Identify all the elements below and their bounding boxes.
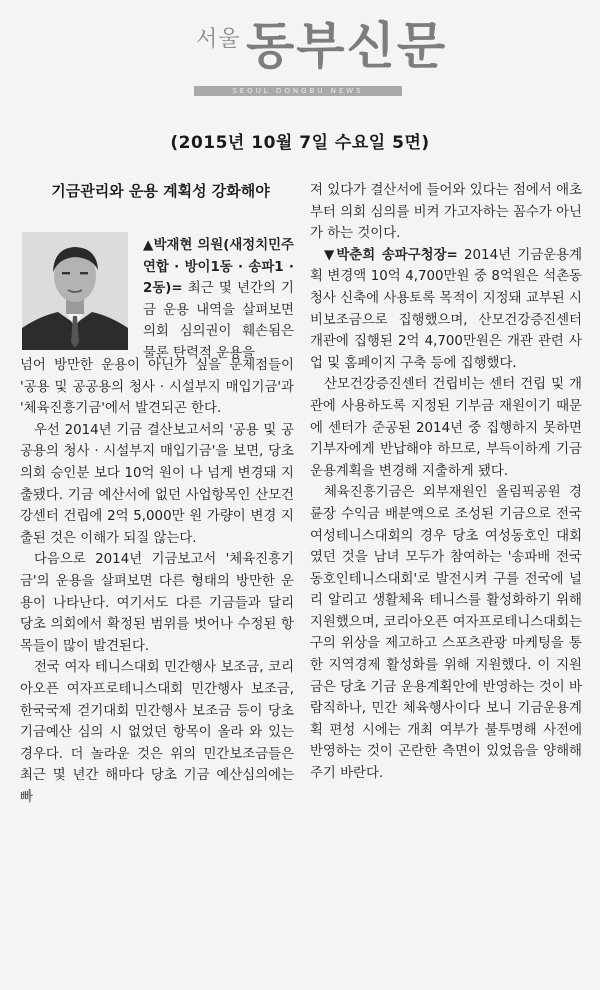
reply-paragraph [310,245,582,375]
article-headline: 기금관리와 운용 계획성 강화해야 [51,182,270,200]
right-column [310,180,582,785]
masthead-bar-text: SEOUL DONGBU NEWS [232,87,364,95]
reply-text: 2014년 기금운용계획 변경액 10억 4,700만원 중 8억원은 석촌동청사 신축에 사용토록 목적이 지정돼 교부된 시비보조금으로 집행했으며, 산모건강증진센터 개관에 집행된 2억 4,700만원은 개관 관련 사업 및 홈페이지 구축 등에 집행했다. [310,247,582,371]
right-paragraph-3: 체육진흥기금은 외부재원인 올림픽공원 경륜장 수익금 배분액으로 조성된 기금으로 전국여성테니스대회의 경우 당초 여성동호인 대회였던 것을 남녀 모두가 참여하는 '송파배 전국동호인테니스대회'로 발전시켜 구를 전국에 널리 알리고 생활체육 테니스를 활성화하기 위해 지원했으며, 코리아오픈 여자프로테니스대회는 구의 위상을 제고하고 스포츠관광 마케팅을 통한 지역경제 활성화를 위해 지원했다. 이 지원금은 당초 기금 운용계획안에 반영하는 것이 바람직하나, 민간 체육행사이다 보니 기금운용계획 편성 시에는 개최 여부가 불투명해 사전에 반영하는 것이 곤란한 측면이 있었음을 양해해 주기 바란다. [310,485,582,782]
lead-paragraph [143,235,294,365]
left-paragraph-3: 다음으로 2014년 기금보고서 '체육진흥기금'의 운용을 살펴보면 다른 형태의 방만한 운용이 나타난다. 여기서도 다른 기금들과 달리 당초 의회에서 확정된 범위를 벗어나 수정된 항목들이 많이 발견된다. [20,552,294,654]
left-paragraph-4: 전국 여자 테니스대회 민간행사 보조금, 코리아오픈 여자프로테니스대회 민간행사 보조금, 한국국제 걷기대회 민간행사 보조금 등이 당초 기금예산 심의 시 없었던 항목이 올라 와 있는 경우다. 더 놀라운 것은 위의 민간보조금들은 최근 몇 년간 해마다 당초 기금 예산심의에는 빠 [20,660,294,805]
masthead [0,0,600,110]
masthead-bar [194,86,402,96]
portrait-photo [22,232,128,350]
masthead-title: 동부신문 [246,17,448,75]
masthead-seoul: 서울 [196,27,241,52]
lead-text: 최근 몇 년간의 기금 운용 내역을 살펴보면 의회 심의권이 훼손됨은 물론 탄력적 운용을 [143,281,294,361]
dateline: (2015년 10월 7일 수요일 5면) [170,133,430,153]
mayor-name: ▼박춘희 송파구청장= [324,247,458,263]
right-paragraph-1: 져 있다가 결산서에 들어와 있다는 점에서 애초부터 의회 심의를 비켜 가고자하는 꼼수가 아닌가 하는 것이다. [310,183,582,242]
right-paragraph-2: 산모건강증진센터 건립비는 센터 건립 및 개관에 사용하도록 지정된 기부금 재원이기 때문에 센터가 준공된 2014년 중 집행하지 못하면 기부자에게 반납해야 하므로, 부득이하게 기금운용계획을 변경해 지출하게 됐다. [310,377,582,479]
left-column [20,355,294,808]
left-paragraph-1: 넘어 방만한 운용이 아닌가 싶을 문제점들이 '공용 및 공공용의 청사 · 시설부지 매입기금'과 '체육진흥기금'에서 발견되곤 한다. [20,358,294,417]
councilor-name: ▲박재현 의원(새정치민주연합 · 방이1동 · 송파1 · 2동)= [143,238,294,297]
left-paragraph-2: 우선 2014년 기금 결산보고서의 '공용 및 공공용의 청사 · 시설부지 매입기금'을 보면, 당초 의회 승인분 보다 10억 원이 나 넘게 변경돼 지출됐다. 기금 예산서에 없던 사업항목인 산모건강센터 건립에 2억 5,000만 원 가량이 변경 지출된 것은 이해가 되질 않는다. [20,422,294,546]
